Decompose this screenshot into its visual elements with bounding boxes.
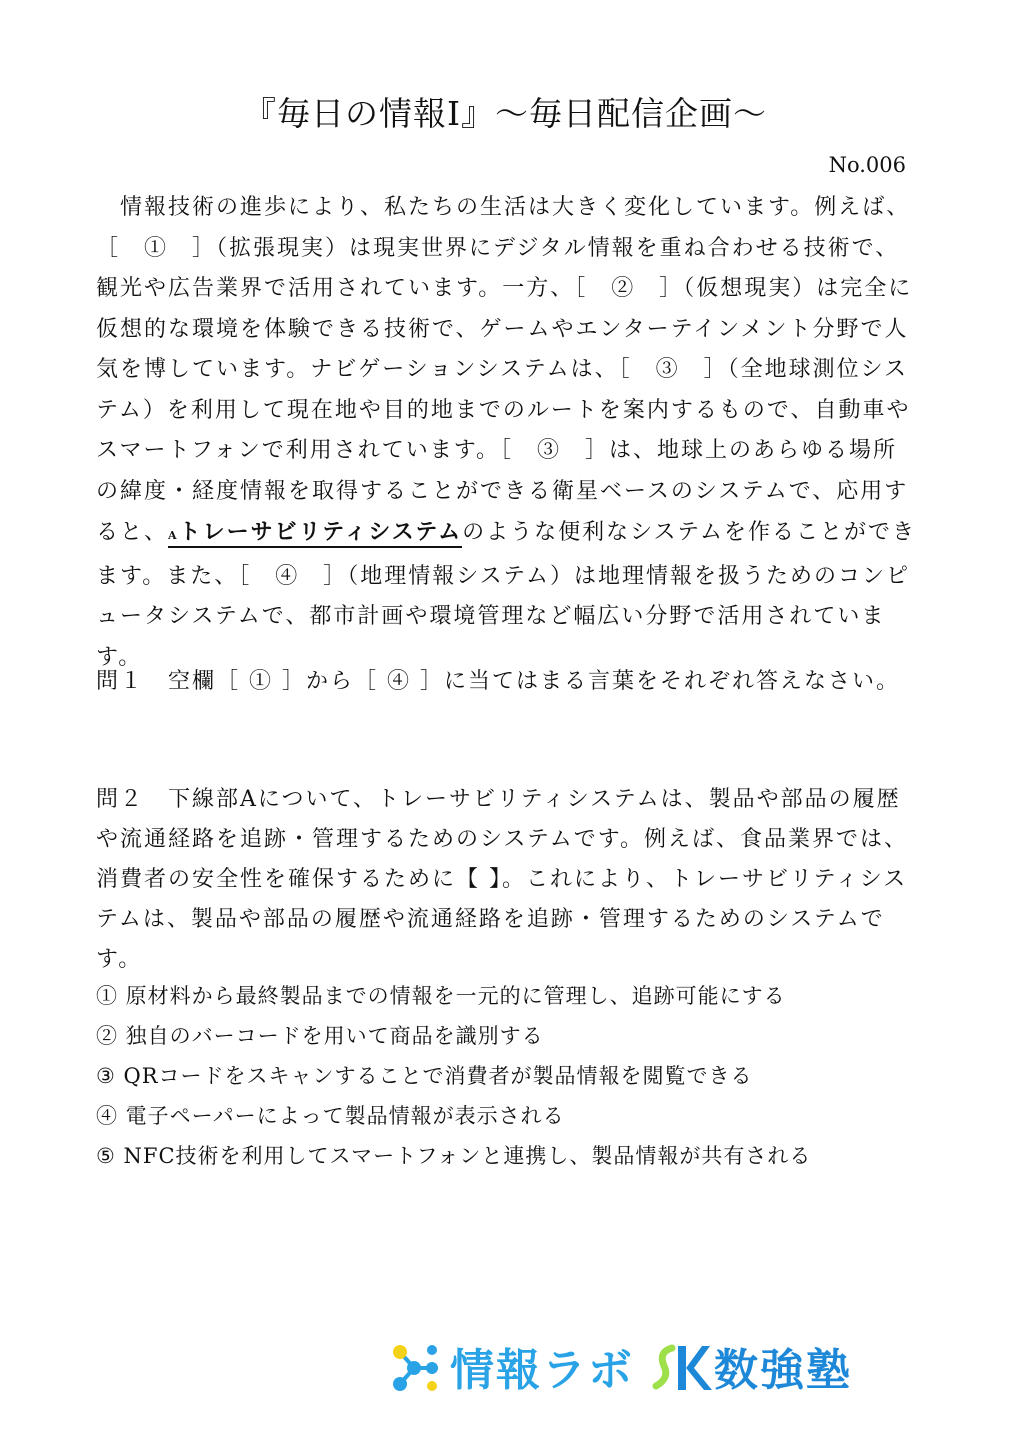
passage-text <box>96 188 916 678</box>
underlined-term <box>168 519 462 548</box>
question-1: 問１ 空欄［ ① ］から［ ④ ］に当てはまる言葉をそれぞれ答えなさい。 <box>96 669 900 694</box>
logo-2-text: 数強塾 <box>714 1345 852 1396</box>
choice-1: ① 原材料から最終製品までの情報を一元的に管理し、追跡可能にする <box>96 984 786 1008</box>
molecule-icon <box>393 1345 438 1391</box>
choice-3: ③ QRコードをスキャンすることで消費者が製品情報を閲覧できる <box>96 1064 753 1088</box>
document-number: No.006 <box>828 153 906 177</box>
document-title: 『毎日の情報Ⅰ』〜毎日配信企画〜 <box>242 94 768 133</box>
underline-mark: A <box>168 529 179 542</box>
logo-1-text: 情報ラボ <box>450 1345 634 1396</box>
choice-4: ④ 電子ペーパーによって製品情報が表示される <box>96 1104 565 1128</box>
suukyou-juku-logo <box>656 1345 852 1396</box>
choice-5: ⑤ NFC技術を利用してスマートフォンと連携し、製品情報が共有される <box>96 1144 812 1168</box>
choice-2: ② 独自のバーコードを用いて商品を識別する <box>96 1024 544 1048</box>
question-2: 問２ 下線部Aについて、トレーサビリティシステムは、製品や部品の履歴や流通経路を追跡・管理するためのシステムです。例えば、食品業界では、消費者の安全性を確保するために【 】。これにより、トレーサビリティシステムは、製品や部品の履歴や流通経路を追跡・管理するためのシステムです。 <box>96 787 909 972</box>
joho-lab-logo <box>393 1345 634 1396</box>
passage-part-1: 情報技術の進歩により、私たちの生活は大きく変化しています。例えば、［ ① ］（拡張現実）は現実世界にデジタル情報を重ね合わせる技術で、観光や広告業界で活用されています。一方、［ ② ］（仮想現実）は完全に仮想的な環境を体験できる技術で、ゲームやエンターテインメント分野で人気を博しています。ナビゲーションシステムは、［ ③ ］（全地球測位システム）を利用して現在地や目的地までのルートを案内するもので、自動車やスマートフォンで利用されています。［ ③ ］は、地球上のあらゆる場所の緯度・経度情報を取得することができる衛星ベースのシステムで、応用すると、 <box>96 195 913 545</box>
sk-mark-icon <box>656 1346 712 1390</box>
choice-list <box>96 976 811 1176</box>
footer-logos <box>388 1338 908 1398</box>
passage-part-2: のような便利なシステムを作ることができます。また、［ ④ ］（地理情報システム）は地理情報を扱うためのコンピュータシステムで、都市計画や環境管理など幅広い分野で活用されています。 <box>96 520 916 670</box>
underline-term-text: トレーサビリティシステム <box>178 519 463 545</box>
